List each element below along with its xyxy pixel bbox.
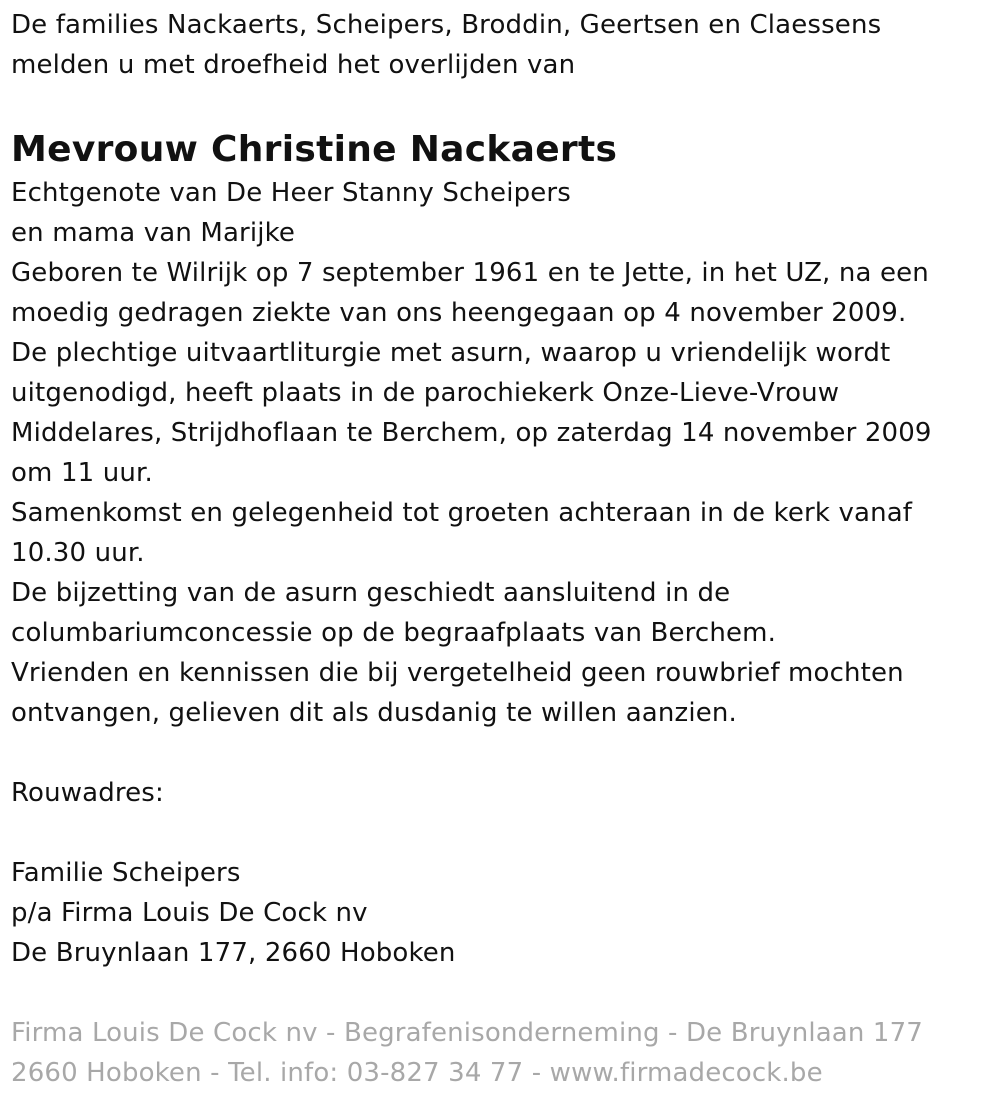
address-line: Familie Scheipers [11,858,241,888]
body-line: moedig gedragen ziekte van ons heengegaan op 4 november 2009. [11,298,907,328]
mourning-address [11,773,986,973]
notice-body [11,173,986,733]
body-line: Samenkomst en gelegenheid tot groeten achteraan in de kerk vanaf [11,498,913,528]
funeral-home-footer [11,1013,986,1093]
body-line: Vrienden en kennissen die bij vergetelheid geen rouwbrief mochten [11,658,904,688]
address-line: De Bruynlaan 177, 2660 Hoboken [11,938,456,968]
address-label: Rouwadres: [11,778,164,808]
footer-line: Firma Louis De Cock nv - Begrafenisonderneming - De Bruynlaan 177 [11,1018,923,1048]
body-line: De plechtige uitvaartliturgie met asurn, waarop u vriendelijk wordt [11,338,891,368]
deceased-name: Mevrouw Christine Nackaerts [11,129,618,170]
spacer [11,813,986,853]
spacer [11,973,986,1013]
spacer [11,733,986,773]
body-line: Middelares, Strijdhoflaan te Berchem, op zaterdag 14 november 2009 [11,418,932,448]
body-line: De bijzetting van de asurn geschiedt aansluitend in de [11,578,731,608]
intro-line: melden u met droefheid het overlijden van [11,50,576,80]
body-line: 10.30 uur. [11,538,145,568]
body-line: en mama van Marijke [11,218,296,248]
body-line: Geboren te Wilrijk op 7 september 1961 en te Jette, in het UZ, na een [11,258,929,288]
intro-line: De families Nackaerts, Scheipers, Broddin, Geertsen en Claessens [11,10,882,40]
body-line: uitgenodigd, heeft plaats in de parochiekerk Onze-Lieve-Vrouw [11,378,840,408]
death-notice [11,5,986,1093]
body-line: om 11 uur. [11,458,153,488]
body-line: Echtgenote van De Heer Stanny Scheipers [11,178,571,208]
intro-text [11,5,986,85]
body-line: columbariumconcessie op de begraafplaats van Berchem. [11,618,777,648]
address-line: p/a Firma Louis De Cock nv [11,898,368,928]
footer-line: 2660 Hoboken - Tel. info: 03-827 34 77 - www.firmadecock.be [11,1058,823,1088]
body-line: ontvangen, gelieven dit als dusdanig te willen aanzien. [11,698,737,728]
